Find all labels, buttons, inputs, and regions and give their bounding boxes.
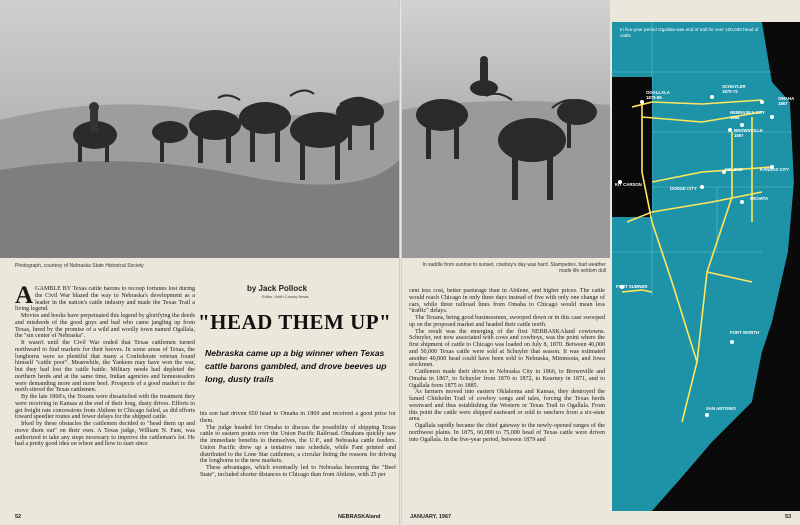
body-paragraph: These advantages, which eventually led to Nebraska becoming the "Beef State", included shorter distances to Chicago than from Abilene, with 25 per — [200, 465, 396, 478]
body-paragraph: The Texans, being good businessmen, swooped down or in this case swooped up on the proposed market and headed their cattle north. — [409, 315, 605, 328]
page-gutter — [399, 0, 402, 525]
map-label-schuyler: SCHUYLER 1870-72 — [722, 84, 746, 94]
map-label-abilene: ABILENE — [724, 167, 743, 172]
map-label-kit-carson: KIT CARSON — [615, 182, 642, 187]
drop-cap: A — [15, 286, 34, 309]
body-paragraph: Cattlemen made their drives to Nebraska City in 1866, to Brownville and Omaha in 1867, to Schuyler from 1870 to 1872, to Kearney in 1871, and to Ogallala from 1875 to 1885. — [409, 369, 605, 389]
body-paragraph: AGAMBLE BY Texas cattle barons to recoup fortunes lost during the Civil War blazed the way to Nebraska's development as a leader in the nation's cattle industry and made the Texas Trail a living legend. — [15, 286, 195, 313]
cattle-drive-photo-left — [0, 0, 399, 258]
photo-caption: In saddle from sunrise to sunset, cowboy's day was hard. Stampedes, bad weather made life seldom dull — [422, 262, 606, 274]
map-legend: In five-year period Ogallala was end of trail for over 100,000 head of cattle — [620, 27, 759, 38]
page-number-right: 53 — [785, 514, 792, 520]
body-column-3 — [409, 288, 605, 512]
article-headline: "HEAD THEM UP" — [198, 310, 392, 334]
map-label-dodge-city: DODGE CITY — [670, 186, 697, 191]
map-label-nebraska-city: NEBRASKA CITY 1866 — [730, 110, 766, 120]
body-paragraph: The result was the emerging of the first NEBRASKAland cowtowns. Schuyler, not now associated with cows and cowboys, was the point where the first shipment of cattle to Chicago was loaded on July 8, 1870. Between 40,000 and 50,000 Texas cattle were sold at Schuyler that season. It was estimated another 40,000 head could have been sold to Nebraska, Minnesota, and Iowa stockmen. — [409, 328, 605, 369]
map-label-wichita: WICHITA — [750, 196, 769, 201]
body-paragraph: Ogallala rapidly became the chief gateway to the newly-opened ranges of the northwest plains. In 1875, 60,000 to 75,000 head of Texas cattle were driven into Ogallala. In the five-year period, between 1879 and — [409, 423, 605, 443]
body-column-1 — [15, 286, 195, 512]
body-paragraph: his son had driven 650 head to Omaha in 1869 and received a good price for them. — [200, 411, 396, 424]
article-deck: Nebraska came up a big winner when Texas cattle barons gambled, and drove beeves up long, dusty trails — [205, 348, 387, 384]
issue-date: JANUARY, 1967 — [410, 514, 452, 520]
photo-credit: Photograph, courtesy of Nebraska State Historical Society — [15, 263, 144, 269]
body-column-2 — [200, 411, 396, 512]
map-label-san-antonio: SAN ANTONIO — [706, 406, 736, 411]
cattle-drive-photo-right — [402, 0, 610, 258]
byline-role: Editor, Keith County News — [262, 294, 309, 299]
page-number-left: 52 — [15, 514, 22, 520]
body-paragraph: As farmers moved into eastern Oklahoma and Kansas, they destroyed the famed Chisholm Trail of cowboy songs and tales, forcing the Texas herds westward and thus establishing the Western or Texas Trail to Ogallala. From this point the cattle were shipped eastward or sold to ranchers from a six-state area. — [409, 389, 605, 423]
map-label-brownville: BROWNVILLE 1867 — [734, 128, 763, 138]
body-paragraph: Irked by these obstacles the cattlemen decided to "head them up and move them out" on their own. A Texas judge, William N. Fant, was authorized to take any steps necessary to improve the cattleman's lot. He had a pretty good idea on where and how to start since — [15, 421, 195, 448]
body-paragraph: The judge headed for Omaha to discuss the possibility of shipping Texas cattle to eastern points over the Union Pacific Railroad. Omahans quickly saw the immediate benefits to themselves, the U.P., and Nebraska cattle feeders. Union Pacific drew up a tentative rate schedule, while Fant printed and distributed to the Lone Star cattlemen, a circular listing the reasons for driving the longhorns to the new markets. — [200, 424, 396, 465]
body-paragraph: By the late 1860's, the Texans were dissatisfied with the treatment they were receiving in Kansas at the end of their long, dusty drives. Efforts to get freight rate concessions from Abilene to Chicago failed, as did efforts toward speedier routes and fewer delays for the shipped cattle. — [15, 394, 195, 421]
body-paragraph: Movies and books have perpetuated this legend by glorifying the deeds and misdeeds of the good guys and bad who came jangling up from Texas, lured by the promise of a wild and woolly town named Ogallala, the "sin center of Nebraska". — [15, 313, 195, 340]
map-label-fort-sumner: FORT SUMNER — [616, 284, 648, 289]
magazine-name: NEBRASKAland — [338, 514, 381, 520]
map-label-kansas-city: KANSAS CITY — [760, 167, 790, 172]
map-label-ogallala: OGALLALA 1875-85 — [646, 90, 670, 100]
body-paragraph: cent less cost, better pasturage than in Abilene, and higher prices. The cattle would reach Chicago in only three days instead of five with only one change of cars, while three railroad lines from Omaha to Chicago would mean less "traffic" delays. — [409, 288, 605, 315]
body-paragraph: It wasn't until the Civil War ended that Texas cattlemen turned northward to find markets for their beeves. In some areas of Texas, the longhorns were so plentiful that many a Confederate veteran found himself "cattle poor". Meanwhile, the Yankees may have won the war, but they had lost the cattle battle. Military needs had depleted the northern herds and at the same time, Indian agencies and homesteaders were demanding more and more beef. Prospects of a good market to the north stirred the Texas cattlemen. — [15, 340, 195, 394]
map-label-fort-worth: FORT WORTH — [730, 330, 760, 335]
byline: by Jack Pollock — [247, 284, 308, 293]
texas-trail-map — [612, 22, 800, 511]
map-label-omaha: OMAHA 1867 — [778, 96, 795, 106]
